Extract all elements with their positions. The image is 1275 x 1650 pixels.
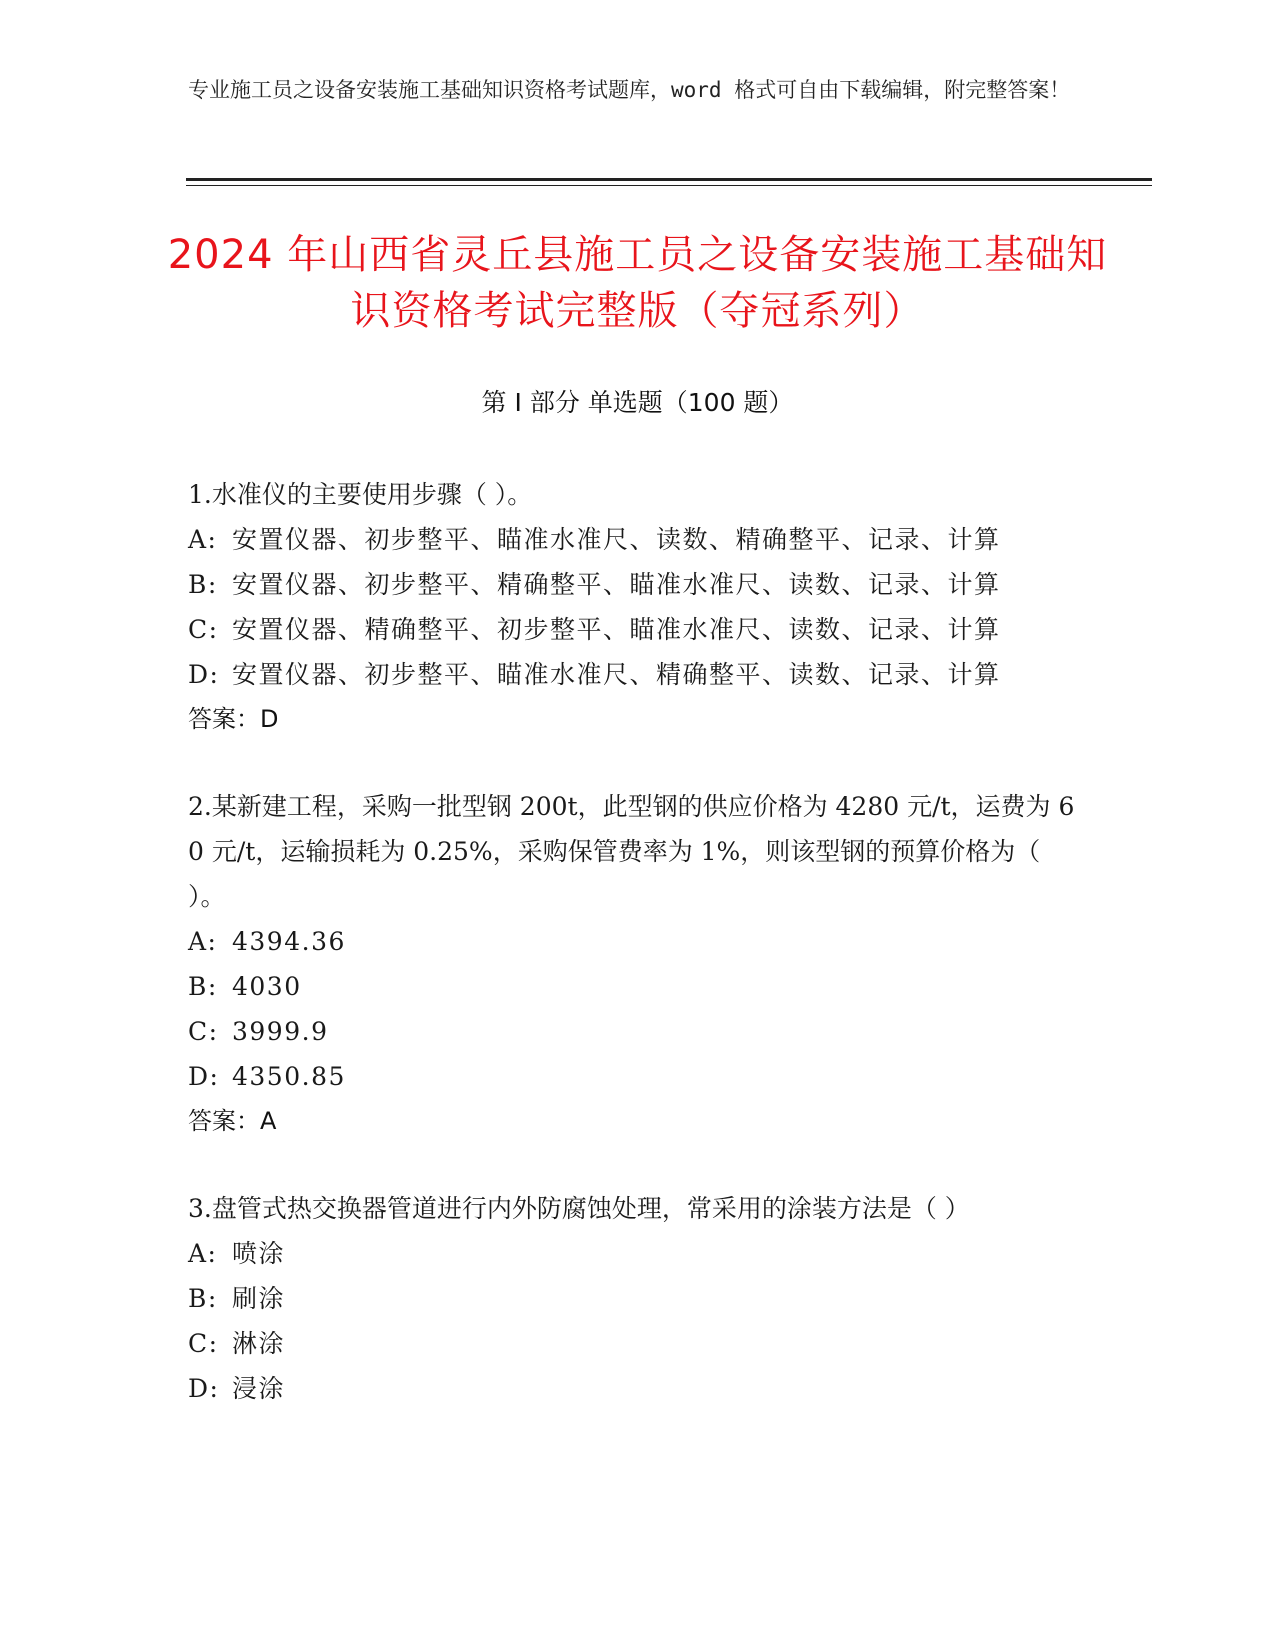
option-a <box>188 1231 1078 1276</box>
question-list <box>188 472 1078 1453</box>
answer-line: 答案：D <box>188 705 279 733</box>
option-text: 刷涂 <box>232 1284 286 1313</box>
section-title: 第 I 部分 单选题（100 题） <box>481 388 794 417</box>
question-stem: 1.水准仪的主要使用步骤（ ）。 <box>188 480 533 509</box>
header-note: 专业施工员之设备安装施工基础知识资格考试题库，word 格式可自由下载编辑，附完整答案！ <box>188 78 1071 102</box>
option-d <box>188 652 1078 697</box>
option-text: 4350.85 <box>232 1062 346 1091</box>
option-letter: B: <box>188 570 218 599</box>
header-divider-thick <box>186 178 1152 181</box>
option-letter: B: <box>188 1284 218 1313</box>
option-letter: D: <box>188 660 220 689</box>
option-d <box>188 1054 1078 1099</box>
option-b <box>188 964 1078 1009</box>
option-letter: C: <box>188 1017 219 1046</box>
option-text: 安置仪器、精确整平、初步整平、瞄准水准尺、读数、记录、计算 <box>232 615 1001 644</box>
option-b <box>188 562 1078 607</box>
answer-line: 答案：A <box>188 1107 277 1135</box>
option-text: 4394.36 <box>232 927 346 956</box>
question-3 <box>188 1186 1078 1411</box>
option-letter: A: <box>188 927 218 956</box>
option-letter: C: <box>188 1329 219 1358</box>
option-text: 3999.9 <box>232 1017 329 1046</box>
option-c <box>188 1321 1078 1366</box>
option-b <box>188 1276 1078 1321</box>
option-letter: A: <box>188 1239 218 1268</box>
question-stem: 2.某新建工程，采购一批型钢 200t，此型钢的供应价格为 4280 元/t，运费为 60 元/t，运输损耗为 0.25%，采购保管费率为 1%，则该型钢的预算价格为（ ）。 <box>188 792 1075 911</box>
option-c <box>188 607 1078 652</box>
question-2 <box>188 784 1078 1144</box>
option-text: 浸涂 <box>232 1374 286 1403</box>
option-text: 4030 <box>232 972 302 1001</box>
option-text: 安置仪器、初步整平、瞄准水准尺、精确整平、读数、记录、计算 <box>232 660 1001 689</box>
question-1 <box>188 472 1078 742</box>
option-d <box>188 1366 1078 1411</box>
option-letter: D: <box>188 1374 220 1403</box>
header-divider-thin <box>186 185 1152 186</box>
option-a <box>188 517 1078 562</box>
option-c <box>188 1009 1078 1054</box>
option-letter: A: <box>188 525 218 554</box>
option-letter: D: <box>188 1062 220 1091</box>
option-text: 淋涂 <box>232 1329 286 1358</box>
option-letter: B: <box>188 972 218 1001</box>
document-title: 2024 年山西省灵丘县施工员之设备安装施工基础知识资格考试完整版（夺冠系列） <box>167 232 1108 334</box>
option-text: 喷涂 <box>232 1239 286 1268</box>
option-text: 安置仪器、初步整平、精确整平、瞄准水准尺、读数、记录、计算 <box>232 570 1001 599</box>
option-letter: C: <box>188 615 219 644</box>
option-text: 安置仪器、初步整平、瞄准水准尺、读数、精确整平、记录、计算 <box>232 525 1001 554</box>
option-a <box>188 919 1078 964</box>
question-stem: 3.盘管式热交换器管道进行内外防腐蚀处理，常采用的涂装方法是（ ） <box>188 1194 970 1223</box>
